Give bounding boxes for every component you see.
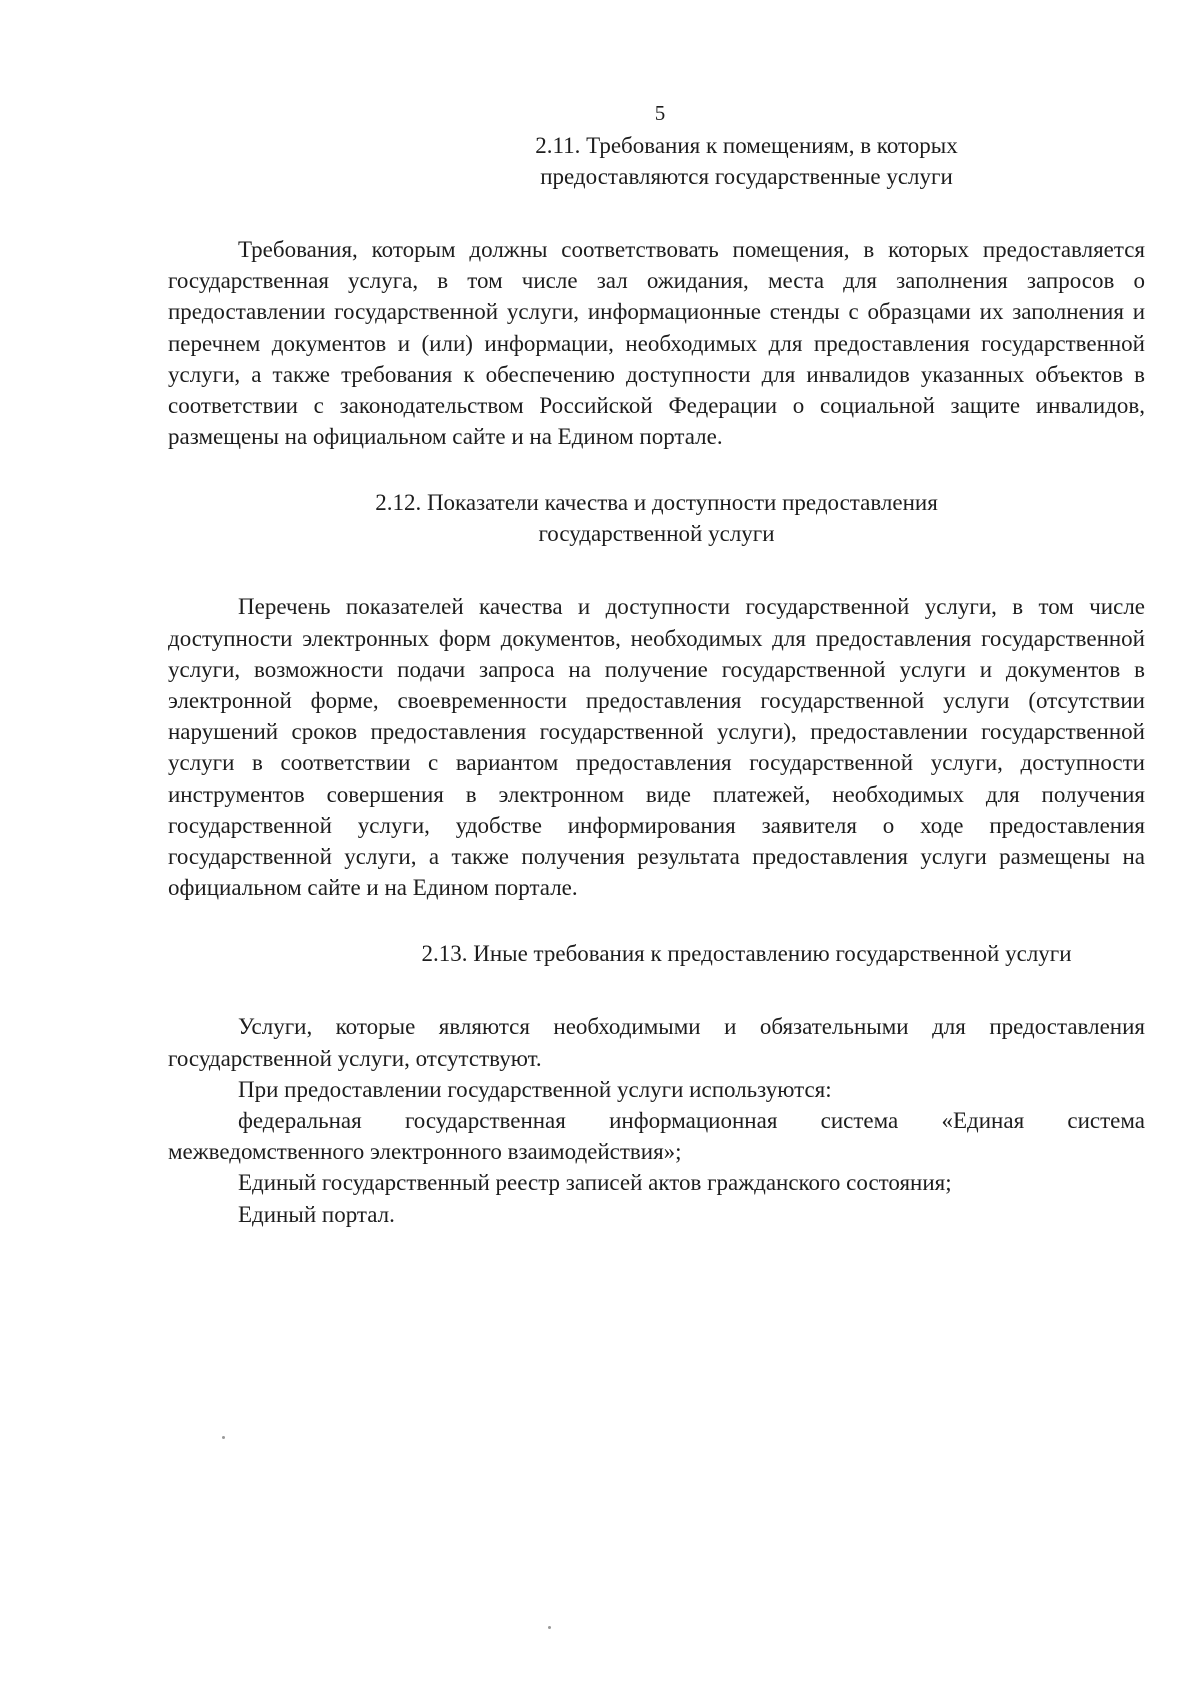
scan-speck bbox=[548, 1626, 551, 1629]
section-heading-2-13: 2.13. Иные требования к предоставлению государственной услуги bbox=[421, 941, 1072, 967]
document-body bbox=[168, 130, 1145, 1230]
section-paragraph: Требования, которым должны соответствовать помещения, в которых предоставляется государственная услуга, в том числе зал ожидания, места для заполнения запросов о предоставлении государственной услуги, информационные стенды с образцами их заполнения и перечнем документов и (или) информации, необходимых для предоставления государственной услуги, а также требования к обеспечению доступности для инвалидов указанных объектов в соответствии с законодательством Российской Федерации о социальной защите инвалидов, размещены на официальном сайте и на Едином портале. bbox=[168, 237, 1145, 450]
section-paragraph: Единый портал. bbox=[238, 1201, 395, 1227]
section-paragraph: Услуги, которые являются необходимыми и обязательными для предоставления государственной услуги, отсутствуют. bbox=[168, 1014, 1145, 1071]
section-paragraph: Перечень показателей качества и доступности государственной услуги, в том числе доступности электронных форм документов, необходимых для предоставления государственной услуги, возможности подачи запроса на получение государственной услуги и документов в электронной форме, своевременности предоставления государственной услуги (отсутствии нарушений сроков предоставления государственной услуги), предоставлении государственной услуги в соответствии с вариантом предоставления государственной услуги, доступности инструментов совершения в электронном виде платежей, необходимых для получения государственной услуги, удобстве информирования заявителя о ходе предоставления государственной услуги, а также получения результата предоставления услуги размещены на официальном сайте и на Едином портале. bbox=[168, 594, 1145, 901]
page-number: 5 bbox=[654, 101, 666, 125]
scan-speck bbox=[222, 1436, 225, 1439]
section-heading-2-11: 2.11. Требования к помещениям, в которых предоставляются государственные услуги bbox=[535, 133, 958, 189]
section-paragraph: федеральная государственная информационная система «Единая система межведомственного электронного взаимодействия»; bbox=[168, 1108, 1145, 1165]
section-heading-2-12: 2.12. Показатели качества и доступности предоставления государственной услуги bbox=[375, 490, 938, 547]
section-paragraph: Единый государственный реестр записей актов гражданского состояния; bbox=[238, 1170, 952, 1196]
section-paragraph: При предоставлении государственной услуги используются: bbox=[238, 1076, 832, 1102]
